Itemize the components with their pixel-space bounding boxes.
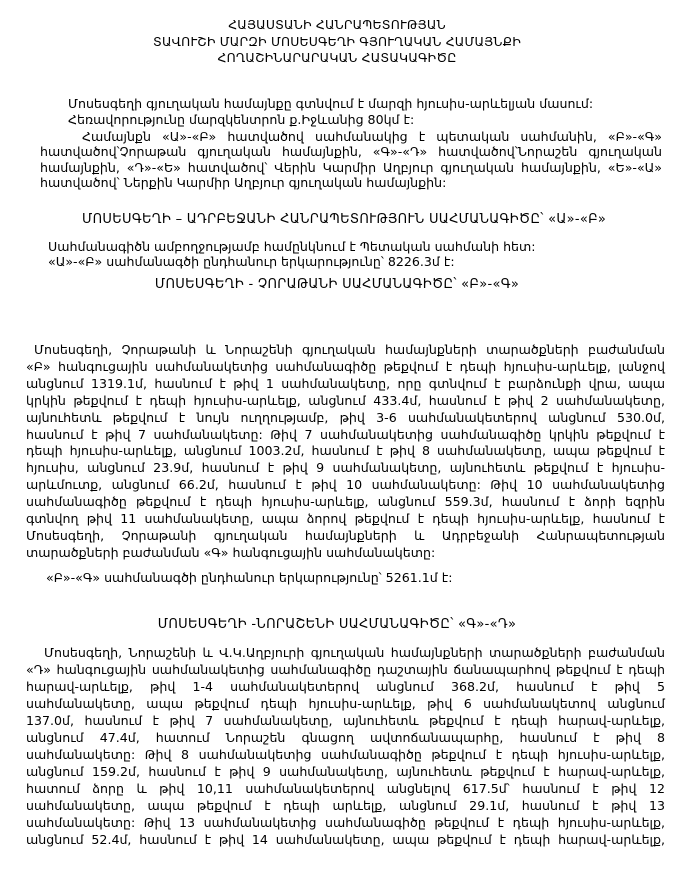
paragraph-line: սահմանագիծը թեքվում է դեպի հյուսիս-արևելք, անցնում 559.3մ, հասնում է ձորի եզրին	[26, 494, 665, 510]
section-1-total: «Ա»-«Բ» սահմանագծի ընդհանուր երկարությունը՝ 8226.3մ է:	[48, 254, 455, 269]
paragraph-line: սահմանակետը: Թիվ 8 սահմանակետից սահմանագիծը թեքվում է դեպի հյուսիս-արևելք,	[26, 747, 665, 762]
paragraph-line: Մոսեսգեղի, Չորաթանի գյուղական համայնքների և Ադրբեջանի Հանրապետության	[26, 527, 665, 543]
section-3-heading: ՄՈՍԵՍԳԵՂԻ -ՆՈՐԱՇԵՆԻ ՍԱՀՄԱՆԱԳԻԾԸ՝ «Գ»-«Դ»	[157, 617, 517, 632]
paragraph-line: դեպի հյուսիս-արևելք, անցնում 1003.2մ, հասնում է թիվ 8 սահմանակետը, ապա թեքվում է	[26, 443, 665, 459]
paragraph-line: անցնում 47.4մ, հատում Նորաշեն գնացող ավտոճանապարհը, հասնում է թիվ 8	[26, 730, 665, 745]
paragraph-line: սահմանակետը, ապա թեքվում դեպի հյուսիս-արևելք, թիվ 6 սահմանակետով անցնում	[26, 696, 665, 711]
paragraph-line: «Դ» հանգուցային սահմանակետից սահմանագիծը դաշտային ճանապարհով թեքվում է դեպի	[26, 662, 665, 677]
paragraph-line: հարավ-արևելք, թիվ 1-4 սահմանակետերով անցնում 368.2մ, հասնում է թիվ 5	[26, 679, 665, 694]
section-1-heading: ՄՈՍԵՍԳԵՂԻ – ԱԴՐԲԵՋԱՆԻ ՀԱՆՐԱՊԵՏՈՒԹՅՈՒՆ ՍԱՀՄԱՆԱԳԻԾԸ՝ «Ա»-«Բ»	[82, 212, 607, 227]
doc-title-line-2: ՏԱՎՈՒՇԻ ՄԱՐԶԻ ՄՈՍԵՍԳԵՂԻ ԳՅՈՒՂԱԿԱՆ ՀԱՄԱՅՆՔԻ	[153, 34, 521, 49]
intro-location: Մոսեսգեղի գյուղական համայնքը գտնվում է մարզի հյուսիս-արևելյան մասում:	[68, 96, 594, 111]
intro-distance: Հեռավորությունը մարզկենտրոն ք.Իջևանից 80կմ է:	[68, 112, 415, 127]
paragraph-line: անցնում 1319.1մ, հասնում է թիվ 1 սահմանակետը, որը գտնվում է բարձունքի վրա, ապա	[26, 375, 665, 391]
paragraph-line: սահմանակետը: Թիվ 13 սահմանակետից սահմանագիծը թեքվում է դեպի հյուսիս-արևելք,	[26, 815, 665, 830]
paragraph-line: հատում ձորը և թիվ 10,11 սահմանակետերով անցնելով 617.5մ՝ հասնում է թիվ 12	[26, 781, 665, 796]
paragraph-line: համայնքին, «Դ»-«Ե» հատվածով՝ Վերին Կարմիր Աղբյուր գյուղական համայնքին, «Ե»-«Ա»	[40, 159, 662, 175]
paragraph-line: 137.0մ, հասնում է թիվ 7 սահմանակետը, այնուհետև թեքվում է դեպի հարավ-արևելք,	[26, 713, 665, 728]
paragraph-line: կրկին թեքվում է դեպի հյուսիս-արևելք, անցնում 433.4մ, հասնում է թիվ 2 սահմանակետը,	[26, 392, 665, 408]
paragraph-line: այնուհետև թեքվում է նույն ուղղությամբ, թիվ 3-6 սահմանակետերով անցնում 530.0մ,	[26, 409, 665, 425]
paragraph-line: անցնում 52.4մ, հասնում է թիվ 14 սահմանակետը, ապա թեքվում է դեպի հարավ-արևելք,	[26, 832, 665, 847]
paragraph-line: սահմանակետը, ապա թեքվում է դեպի արևելք, անցնում 29.1մ, հասնում է թիվ 13	[26, 798, 665, 813]
paragraph-line: Մոսեսգեղի, Նորաշենի և Վ.Կ.Աղբյուրի գյուղական համայնքների տարածքների բաժանման	[44, 645, 665, 660]
paragraph-line: Մոսեսգեղի, Չորաթանի և Նորաշենի գյուղական համայնքների տարածքների բաժանման	[34, 342, 665, 357]
paragraph-line: հատվածով՝ Ներքին Կարմիր Աղբյուր գյուղական համայնքին:	[40, 174, 447, 190]
paragraph-line: հատվածով՝Չորաթան գյուղական համայնքին, «Գ»-«Դ» հատվածով՝Նորաշեն գյուղական	[40, 144, 662, 160]
paragraph-line: գտնվող թիվ 11 սահմանակետը, ապա ձորով թեքվում է դեպի հյուսիս-արևելք, հասնում է	[26, 511, 665, 526]
doc-title-line-1: ՀԱՅԱՍՏԱՆԻ ՀԱՆՐԱՊԵՏՈՒԹՅԱՆ	[228, 17, 446, 32]
section-2-heading: ՄՈՍԵՍԳԵՂԻ - ՉՈՐԱԹԱՆԻ ՍԱՀՄԱՆԱԳԻԾԸ՝ «Բ»-«Գ»	[154, 277, 520, 292]
paragraph-line: Համայնքն «Ա»-«Բ» հատվածով սահմանակից է պետական սահմանին, «Բ»-«Գ»	[82, 129, 662, 144]
paragraph-line: արևմուտք, անցնում 66.2մ, հասնում է թիվ 10 սահմանակետը: Թիվ 10 սահմանակետից	[26, 477, 665, 493]
paragraph-line: անցնում 159.2մ, հասնում է թիվ 9 սահմանակետը, այնուհետև թեքվում է հարավ-արևելք,	[26, 764, 665, 779]
paragraph-line: տարածքների բաժանման «Գ» հանգուցային սահմանակետը:	[26, 544, 436, 560]
section-1-line: Սահմանագիծն ամբողջությամբ համընկնում է Պետական սահմանի հետ:	[48, 239, 536, 254]
paragraph-line: «Բ» հանգուցային սահմանակետից սահմանագիծը թեքվում է դեպի հյուսիս-արևելք, լանջով	[26, 358, 665, 374]
paragraph-line: հյուսիս, անցնում 23.9մ, հասնում է թիվ 9 սահմանակետը, այնուհետև թեքվում է հյուսիս-	[26, 460, 665, 476]
doc-title-line-3: ՀՈՂԱՇԻՆԱՐԱՐԱԿԱՆ ՀԱՏԱԿԱԳԻԾԸ	[217, 50, 457, 65]
section-2-total: «Բ»-«Գ» սահմանագծի ընդհանուր երկարությունը՝ 5261.1մ է:	[46, 570, 453, 585]
paragraph-line: հասնում է թիվ 7 սահմանակետը: Թիվ 7 սահմանակետից սահմանագիծը կրկին թեքվում է	[26, 426, 665, 442]
